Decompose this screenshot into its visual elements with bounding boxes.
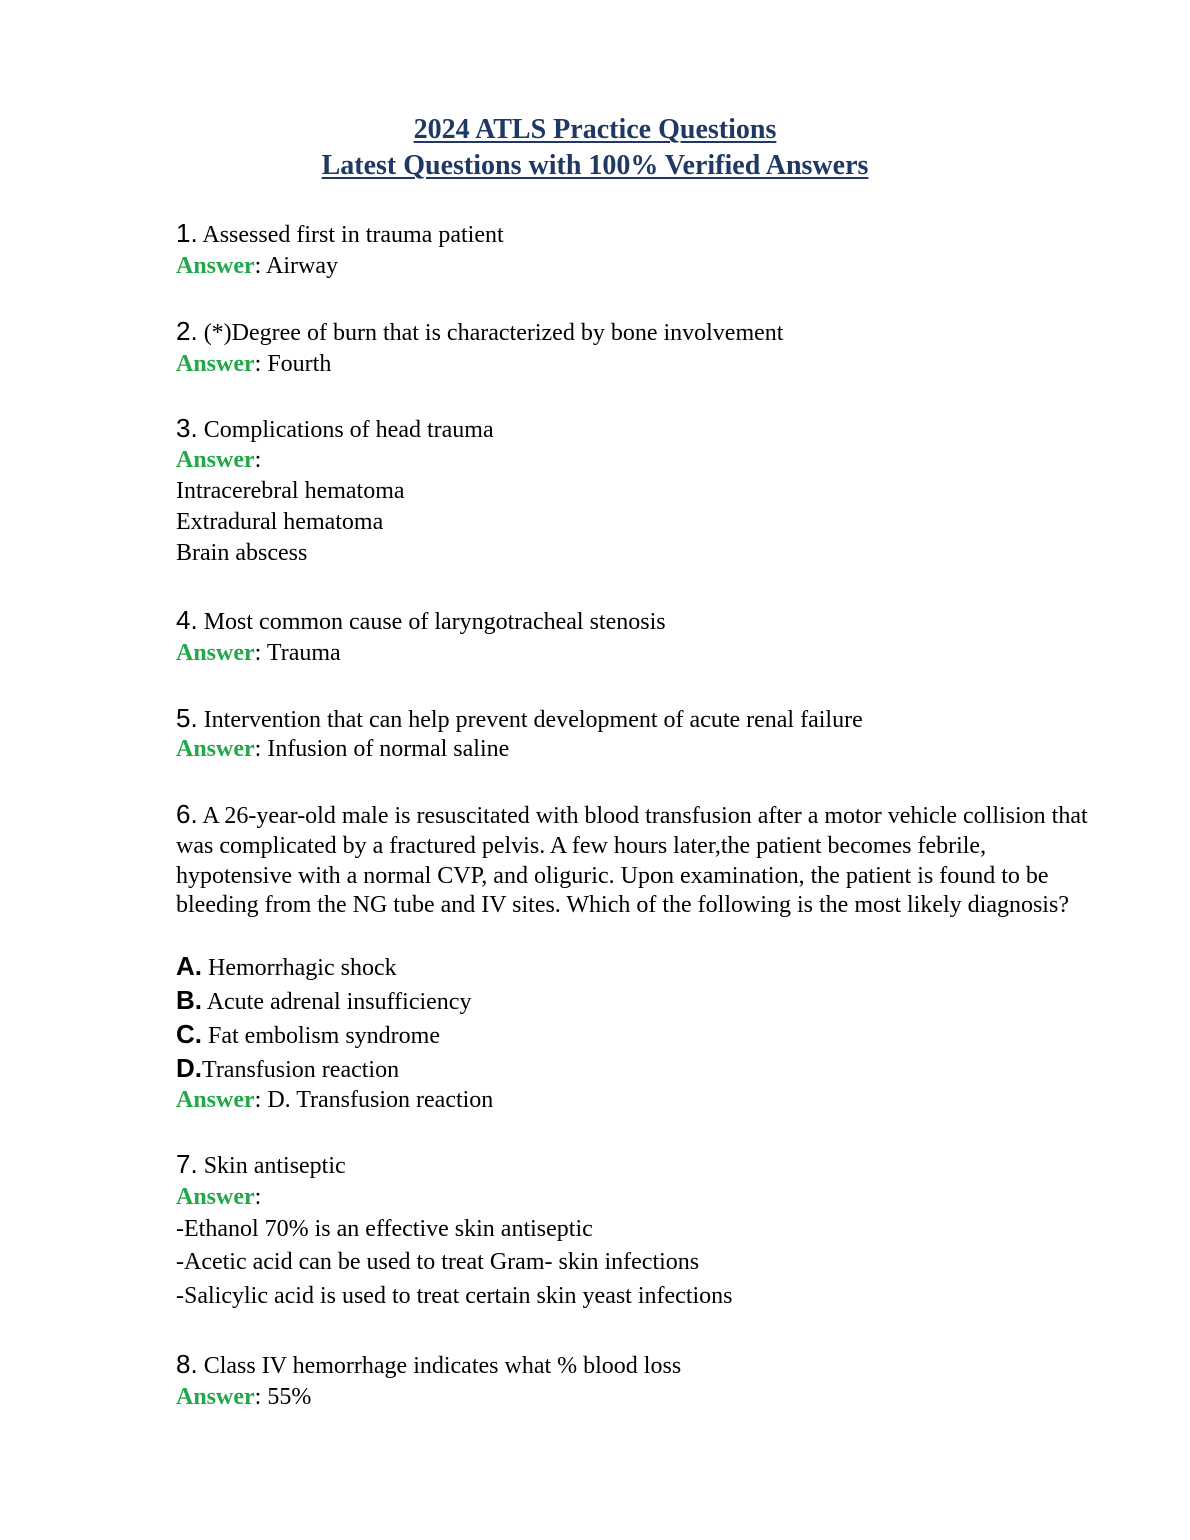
answer-1: Answer: Airway	[176, 253, 338, 279]
option-d: D.Transfusion reaction	[176, 1053, 400, 1083]
answer-7-line: -Acetic acid can be used to treat Gram- skin infections	[176, 1249, 700, 1275]
answer-7-line: -Ethanol 70% is an effective skin antiseptic	[176, 1216, 593, 1242]
answer-8: Answer: 55%	[176, 1384, 312, 1410]
answer-3-line: Brain abscess	[176, 540, 308, 566]
question-2: 2. (*)Degree of burn that is characterized by bone involvement	[176, 316, 784, 346]
question-7: 7. Skin antiseptic	[176, 1149, 346, 1179]
question-1: 1. Assessed first in trauma patient	[176, 218, 504, 248]
answer-label: Answer	[176, 640, 255, 666]
question-3: 3. Complications of head trauma	[176, 413, 494, 443]
answer-3-line: Intracerebral hematoma	[176, 478, 405, 504]
question-4: 4. Most common cause of laryngotracheal stenosis	[176, 605, 666, 635]
answer-3-line: Extradural hematoma	[176, 509, 384, 535]
option-c: C. Fat embolism syndrome	[176, 1019, 440, 1049]
question-6: 6. A 26-year-old male is resuscitated with blood transfusion after a motor vehicle collision that was complicated by a fractured pelvis. A few hours later,the patient becomes febrile, hypotensive with a normal CVP, and oliguric. Upon examination, the patient is found to be bleeding from the NG tube and IV sites. Which of the following is the most likely diagnosis?	[176, 799, 1088, 919]
answer-5: Answer: Infusion of normal saline	[176, 736, 510, 762]
answer-label: Answer	[176, 447, 255, 473]
title-line-2: Latest Questions with 100% Verified Answers	[321, 150, 869, 181]
question-5: 5. Intervention that can help prevent development of acute renal failure	[176, 703, 863, 733]
answer-7: Answer:	[176, 1184, 262, 1210]
title-line-1: 2024 ATLS Practice Questions	[413, 114, 777, 145]
answer-3: Answer:	[176, 447, 262, 473]
option-a: A. Hemorrhagic shock	[176, 951, 397, 981]
answer-label: Answer	[176, 736, 255, 762]
option-b: B. Acute adrenal insufficiency	[176, 985, 472, 1015]
answer-label: Answer	[176, 253, 255, 279]
answer-label: Answer	[176, 1384, 255, 1410]
answer-label: Answer	[176, 351, 255, 377]
answer-4: Answer: Trauma	[176, 640, 341, 666]
question-8: 8. Class IV hemorrhage indicates what % blood loss	[176, 1349, 682, 1379]
answer-7-line: -Salicylic acid is used to treat certain skin yeast infections	[176, 1283, 733, 1309]
answer-label: Answer	[176, 1087, 255, 1113]
answer-6: Answer: D. Transfusion reaction	[176, 1087, 494, 1113]
answer-2: Answer: Fourth	[176, 351, 332, 377]
answer-label: Answer	[176, 1184, 255, 1210]
